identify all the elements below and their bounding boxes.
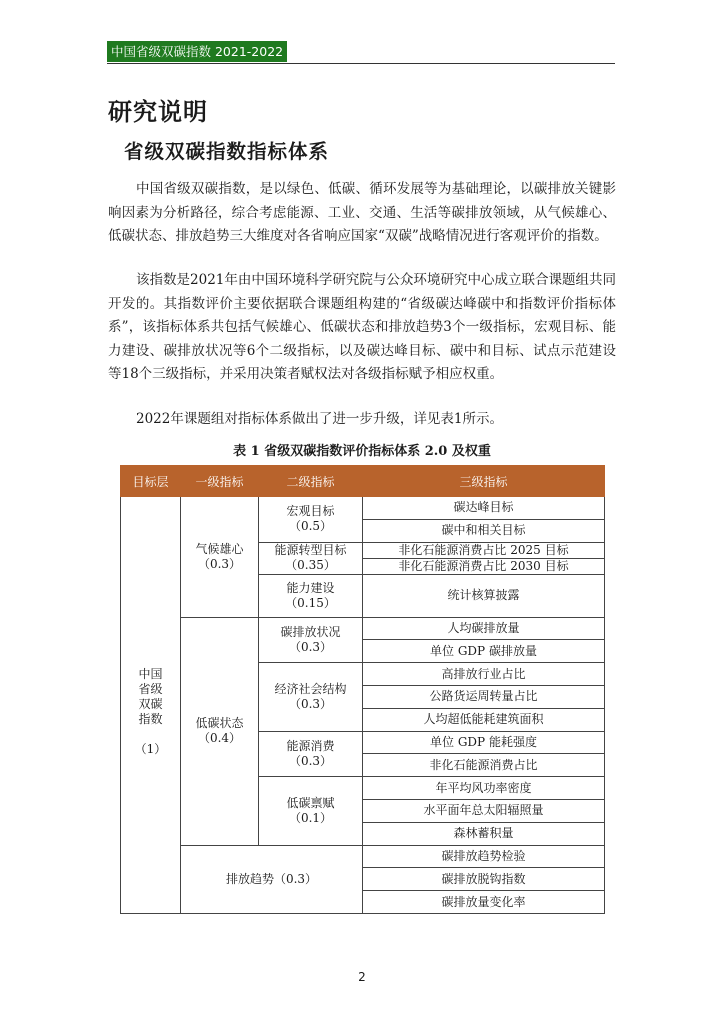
paragraph-1: 中国省级双碳指数，是以绿色、低碳、循环发展等为基础理论，以碳排放关键影响因素为分析路径，综合考虑能源、工业、交通、生活等碳排放领域，从气候雄心、低碳状态、排放趋势三大维度对各省响应国家“双碳”战略情况进行客观评价的指数。: [108, 181, 616, 244]
l3-item: 碳排放趋势检验: [363, 845, 605, 868]
l1-low-carbon-state: 低碳状态 （0.4）: [181, 617, 259, 845]
l3-item: 统计核算披露: [363, 574, 605, 617]
l3-item: 碳达峰目标: [363, 497, 605, 520]
paragraph-2: 该指数是2021年由中国环境科学研究院与公众环境研究中心成立联合课题组共同开发的。其指数评价主要依据联合课题组构建的“省级碳达峰碳中和指数评价指标体系”，该指标体系共包括气候雄心、低碳状态和排放趋势3个一级指标，宏观目标、能力建设、碳排放状况等6个二级指标，以及碳达峰目标、碳中和目标、试点示范建设等18个三级指标，并采用决策者赋权法对各级指标赋予相应权重。: [108, 272, 616, 382]
l3-item: 单位 GDP 能耗强度: [363, 731, 605, 754]
target-cell: [121, 497, 181, 914]
table-row: [121, 617, 605, 640]
target-weight: （1）: [134, 742, 167, 757]
section-title: 研究说明: [108, 98, 208, 126]
l2-socioeconomic-structure: 经济社会结构 （0.3）: [259, 663, 363, 731]
l3-item: 非化石能源消费占比 2025 目标: [363, 542, 605, 558]
table-header-row: [121, 466, 605, 497]
l3-item: 水平面年总太阳辐照量: [363, 799, 605, 822]
l3-item: 非化石能源消费占比 2030 目标: [363, 558, 605, 574]
l2-energy-transition: 能源转型目标 （0.35）: [259, 542, 363, 574]
l3-item: 人均碳排放量: [363, 617, 605, 640]
indicator-table: [120, 465, 605, 914]
l3-item: 公路货运周转量占比: [363, 685, 605, 708]
header-target-layer: 目标层: [121, 466, 181, 497]
target-name: 中国 省级 双碳 指数: [138, 667, 163, 727]
table-row: [121, 845, 605, 868]
header-divider: [107, 63, 615, 64]
subsection-title: 省级双碳指数指标体系: [124, 140, 330, 163]
table-caption: 表 1 省级双碳指数评价指标体系 2.0 及权重: [233, 444, 491, 459]
l3-item: 碳排放量变化率: [363, 891, 605, 914]
page-number: 2: [358, 970, 366, 984]
l1-emission-trend: 排放趋势（0.3）: [181, 845, 363, 913]
l3-item: 单位 GDP 碳排放量: [363, 640, 605, 663]
l2-energy-consumption: 能源消费 （0.3）: [259, 731, 363, 777]
l3-item: 森林蓄积量: [363, 822, 605, 845]
l2-emission-status: 碳排放状况 （0.3）: [259, 617, 363, 663]
l3-item: 碳排放脱钩指数: [363, 868, 605, 891]
l3-item: 非化石能源消费占比: [363, 754, 605, 777]
header-title: 中国省级双碳指数 2021-2022: [107, 41, 287, 62]
l3-item: 年平均风功率密度: [363, 777, 605, 800]
header-level2: 二级指标: [259, 466, 363, 497]
paragraph-3: 2022年课题组对指标体系做出了进一步升级，详见表1所示。: [136, 411, 503, 427]
l2-capacity-building: 能力建设 （0.15）: [259, 574, 363, 617]
header-level1: 一级指标: [181, 466, 259, 497]
l1-climate-ambition: 气候雄心 （0.3）: [181, 497, 259, 618]
l3-item: 人均超低能耗建筑面积: [363, 708, 605, 731]
l3-item: 高排放行业占比: [363, 663, 605, 686]
table-row: [121, 497, 605, 520]
header-level3: 三级指标: [363, 466, 605, 497]
l3-item: 碳中和相关目标: [363, 519, 605, 542]
l2-macro-target: 宏观目标 （0.5）: [259, 497, 363, 543]
l2-low-carbon-endowment: 低碳禀赋 （0.1）: [259, 777, 363, 845]
